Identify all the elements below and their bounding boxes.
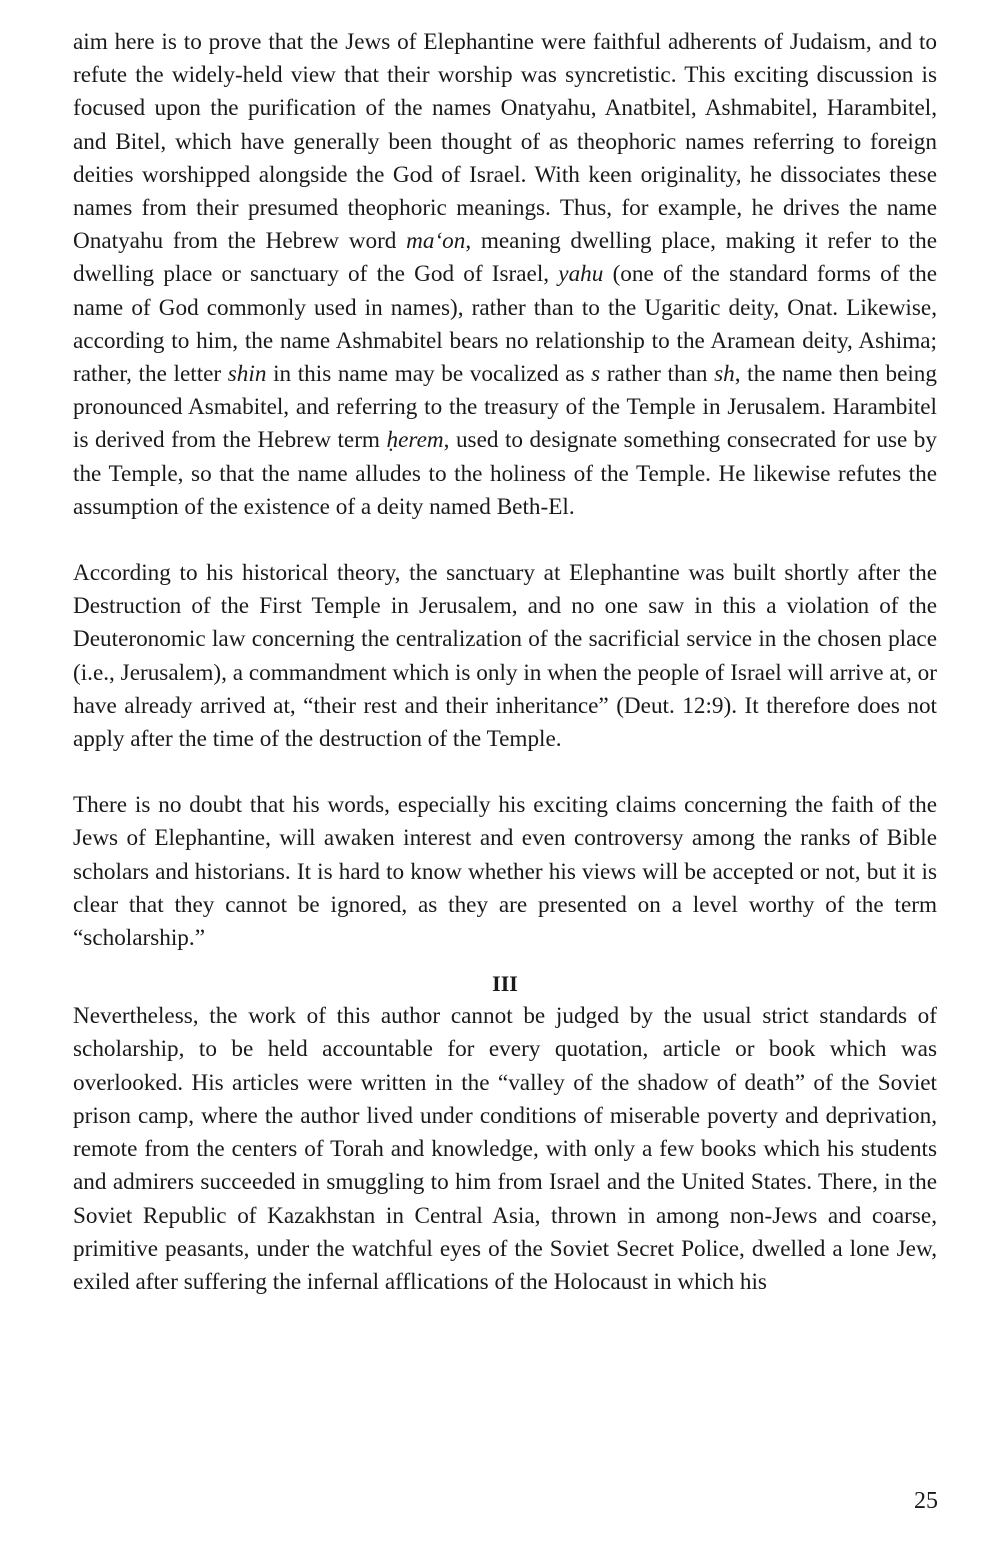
text-run: aim here is to prove that the Jews of Elephantine were faithful adherents of Judaism, and to refute the widely-held view that their worship was syncretistic. This exciting discussion is focused upon the purification of the names Onatyahu, Anatbitel, Ashmabitel, Harambitel, and Bitel, which have generally been thought of as theophoric names referring to foreign deities worshipped alongside the God of Israel. With keen originality, he dissociates these names from their presumed theophoric meanings. Thus, for example, he drives the name Onatyahu from the Hebrew word <box>73 29 937 255</box>
paragraph-2 <box>73 557 937 756</box>
italic-term: ma‘on <box>406 228 466 255</box>
page-number: 25 <box>914 1488 938 1514</box>
text-run: , the name then being pronounced Asmabitel, and referring to the treasury of the Temple in Jerusalem. Harambitel is derived from the Hebrew term <box>73 361 937 454</box>
paragraph-gap <box>73 756 937 789</box>
section-heading: III <box>492 971 518 997</box>
text-run: There is no doubt that his words, especially his exciting claims concerning the faith of the Jews of Elephantine, will awaken interest and even controversy among the ranks of Bible scholars and historians. It is hard to know whether his views will be accepted or not, but it is clear that they cannot be ignored, as they are presented on a level worthy of the term “scholarship.” <box>73 792 937 952</box>
page-body <box>73 26 937 1299</box>
paragraph-gap <box>73 524 937 557</box>
text-run: in this name may be vocalized as <box>266 361 592 388</box>
paragraph-4: Nevertheless, the work of this author cannot be judged by the usual strict standards of scholarship, to be held accountable for every quotation, article or book which was overlooked. His articles were written in the “valley of the shadow of death” of the Soviet prison camp, where the author lived under conditions of miserable poverty and deprivation, remote from the centers of Torah and knowledge, with only a few books which his students and admirers succeeded in smuggling to him from Israel and the United States. There, in the Soviet Republic of Kazakhstan in Central Asia, thrown in among non-Jews and coarse, primitive peasants, under the watchful eyes of the Soviet Secret Police, dwelled a lone Jew, exiled after suffering the infernal afflications of the Holocaust in which his <box>73 1003 937 1295</box>
text-run: , meaning dwelling place, making it refer to the dwelling place or sanctuary of the God of Israel, <box>73 228 938 288</box>
paragraph-3 <box>73 789 937 955</box>
text-run: rather than <box>600 361 715 388</box>
paragraph-1 <box>73 26 937 524</box>
text-run: (one of the standard forms of the name of God commonly used in names), rather than to the Ugaritic deity, Onat. Likewise, according to him, the name Ashmabitel bears no relationship to the Aramean deity, Ashima; rather, the letter <box>73 261 937 388</box>
italic-term: ḥerem <box>386 427 444 454</box>
italic-term: yahu <box>558 261 604 288</box>
text-run: According to his historical theory, the sanctuary at Elephantine was built shortly after the Destruction of the First Temple in Jerusalem, and no one saw in this a violation of the Deuteronomic law concerning the centralization of the sacrificial service in the chosen place (i.e., Jerusalem), a commandment which is only in when the people of Israel will arrive at, or have already arrived at, “their rest and their inheritance” (Deut. 12:9). It therefore does not apply after the time of the destruction of the Temple. <box>73 560 937 753</box>
text-run: , used to designate something consecrated for use by the Temple, so that the name alludes to the holiness of the Temple. He likewise refutes the assumption of the existence of a deity named Beth-El. <box>73 427 937 520</box>
italic-term: s <box>591 361 601 388</box>
italic-term: shin <box>227 361 267 388</box>
italic-term: sh <box>714 361 735 388</box>
